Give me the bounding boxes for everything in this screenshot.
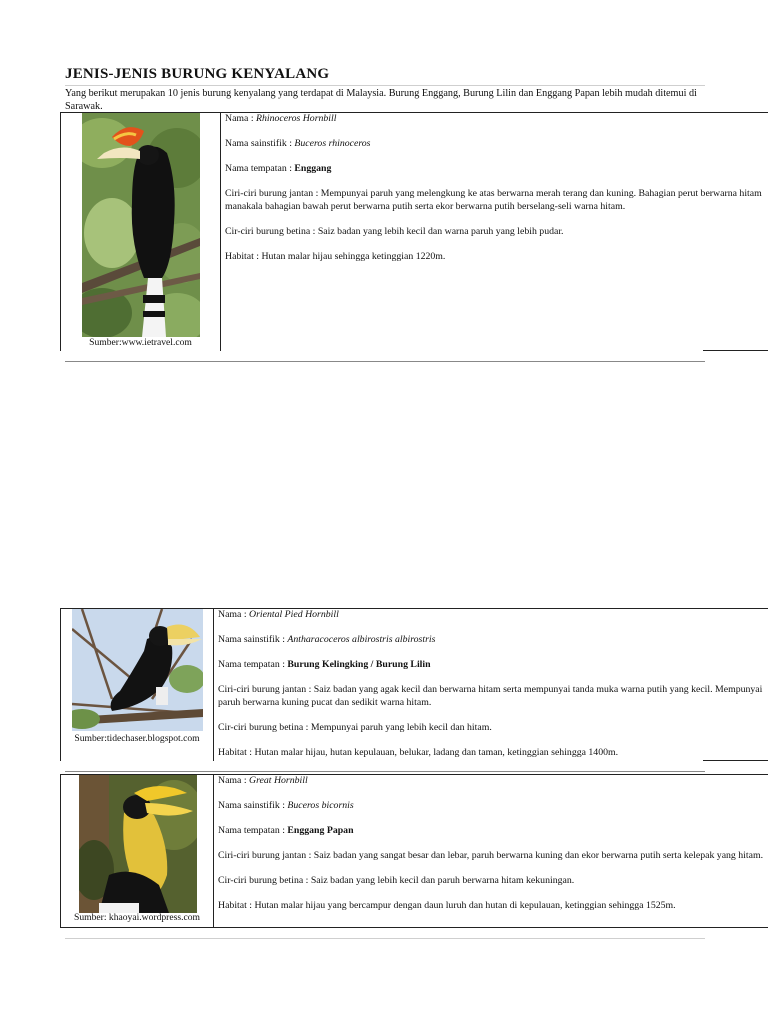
habitat: Habitat : Hutan malar hijau yang bercampur dengan daun luruh dan hutan di kepulauan, ketinggian sehingga 1525m. <box>218 900 676 911</box>
bird-card-great <box>60 774 768 928</box>
separator-line <box>65 938 705 939</box>
separator-line <box>65 771 705 772</box>
habitat: Habitat : Hutan malar hijau, hutan kepulauan, belukar, ladang dan taman, ketinggian sehingga 1400m. <box>218 746 619 758</box>
photo-source: Sumber: khaoyai.wordpress.com <box>73 912 201 923</box>
photo-source: Sumber:tidechaser.blogspot.com <box>74 733 200 744</box>
bird-card-rhinoceros <box>60 112 768 351</box>
female-traits: Cir-ciri burung betina : Mempunyai paruh yang lebih kecil dan hitam. <box>218 721 492 733</box>
table-edge-line <box>703 760 768 761</box>
bird-card-oriental-pied <box>60 608 768 761</box>
name-label: Nama : <box>218 609 250 620</box>
great-hornbill-photo <box>79 775 197 913</box>
female-traits: Cir-ciri burung betina : Saiz badan yang lebih kecil dan warna paruh yang lebih pudar. <box>225 225 564 237</box>
common-name-value: Oriental Pied Hornbill <box>249 609 339 620</box>
female-traits: Cir-ciri burung betina : Saiz badan yang lebih kecil dan paruh berwarna hitam kekuningan. <box>218 875 575 886</box>
scientific-label: Nama sainstifik : <box>218 634 288 645</box>
local-name <box>218 825 766 838</box>
scientific-label: Nama sainstifik : <box>225 138 295 149</box>
common-name-value: Great Hornbill <box>249 775 308 786</box>
bird-info <box>225 113 765 276</box>
scientific-name-value: Antharacoceros albirostris albirostris <box>287 634 436 645</box>
scientific-name <box>218 634 766 647</box>
scientific-name-value: Buceros rhinoceros <box>294 138 371 149</box>
local-name-value: Burung Kelingking / Burung Lilin <box>287 659 431 670</box>
local-name-value: Enggang Papan <box>287 825 354 836</box>
bird-info <box>218 609 766 772</box>
local-label: Nama tempatan : <box>218 825 288 836</box>
page-title: JENIS-JENIS BURUNG KENYALANG <box>65 66 705 86</box>
local-name-value: Enggang <box>294 163 332 174</box>
scientific-name-value: Buceros bicornis <box>287 800 354 811</box>
common-name-value: Rhinoceros Hornbill <box>256 113 337 124</box>
common-name <box>218 775 766 788</box>
male-traits: Ciri-ciri burung jantan : Saiz badan yang sangat besar dan lebar, paruh berwarna kuning dan ekor berwarna putih serta kelepak yang hitam. <box>218 850 764 861</box>
scientific-name <box>225 138 765 151</box>
table-edge-line <box>703 350 768 351</box>
photo-cell <box>61 609 214 761</box>
scientific-name <box>218 800 766 813</box>
name-label: Nama : <box>218 775 250 786</box>
scientific-label: Nama sainstifik : <box>218 800 288 811</box>
photo-cell <box>61 113 221 351</box>
intro-paragraph: Yang berikut merupakan 10 jenis burung kenyalang yang terdapat di Malaysia. Burung Enggang, Burung Lilin dan Enggang Papan lebih mudah ditemui di Sarawak. <box>65 88 697 112</box>
separator-line <box>65 361 705 362</box>
common-name <box>225 113 765 126</box>
male-traits: Ciri-ciri burung jantan : Mempunyai paruh yang melengkung ke atas berwarna merah terang dan kuning. Bahagian perut berwarna hitam manakala bahagian bawah perut berwarna putih serta ekor berwarna putih berselang-seli warna hitam. <box>225 188 762 212</box>
habitat: Habitat : Hutan malar hijau sehingga ketinggian 1220m. <box>225 250 446 262</box>
common-name <box>218 609 766 622</box>
local-name <box>225 163 765 176</box>
oriental-pied-hornbill-photo <box>72 609 203 731</box>
rhinoceros-hornbill-photo <box>82 113 200 337</box>
name-label: Nama : <box>225 113 257 124</box>
male-traits: Ciri-ciri burung jantan : Saiz badan yang agak kecil dan berwarna hitam serta mempunyai tanda muka warna putih yang kecil. Mempunyai paruh berwarna kuning pucat dan sedikit warna hitam. <box>218 684 763 708</box>
photo-source: Sumber:www.ietravel.com <box>89 337 192 348</box>
local-label: Nama tempatan : <box>225 163 295 174</box>
local-name <box>218 659 766 672</box>
bird-info <box>218 775 766 925</box>
photo-cell <box>61 775 214 927</box>
local-label: Nama tempatan : <box>218 659 288 670</box>
